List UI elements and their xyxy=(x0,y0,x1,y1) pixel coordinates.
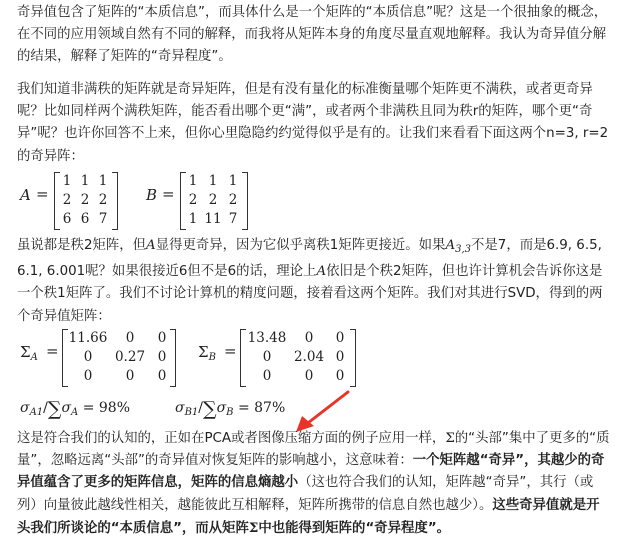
paragraph-question: 我们知道非满秩的矩阵就是奇异矩阵，但是有没有量化的标准衡量哪个矩阵更不满秩，或者更奇异呢？比如同样两个满秩矩阵，能否看出哪个更“满”，或者两个非满秩且同为秩r的矩阵，哪个更“奇异”呢？也许你回答不上来，但你心里隐隐约约觉得似乎是有的。让我们来看看下面这两个n=3, r=2的奇异阵： xyxy=(17,82,609,164)
bold-fragment: 中也能得到矩阵的“奇异程度”。 xyxy=(258,520,451,536)
matrix-a-cell: 2 xyxy=(62,192,72,208)
matrix-sigma-a-right-bracket xyxy=(170,329,176,387)
matrix-a-cell: 2 xyxy=(80,192,90,208)
sigma-symbol: Σ xyxy=(445,431,455,446)
matrix-sigma-b-equals: = xyxy=(224,342,237,360)
ratio-sub: B xyxy=(226,407,234,418)
matrix-b-cell: 1 xyxy=(188,211,198,227)
text-fragment: 不是7，而是6.9, 6.5, 6.1, 6.001呢？如果很接近6但不是6的话，理论上 xyxy=(17,238,602,280)
matrix-sigma-b-cell: 0 xyxy=(262,349,272,365)
matrix-sigma-a-cell: 0 xyxy=(125,368,135,384)
sigma-b-sub: B xyxy=(208,352,216,363)
matrix-sigma-a-cell: 0 xyxy=(83,368,93,384)
matrix-sigma-b-cell: 0 xyxy=(304,368,314,384)
matrix-b-right-bracket xyxy=(242,172,248,230)
text-fragment: 这是符合我们的认知的，正如在PCA或者图像压缩方面的例子应用一样， xyxy=(17,431,446,446)
matrix-a-cell: 2 xyxy=(98,192,108,208)
matrix-a-cell: 6 xyxy=(62,211,72,227)
matrix-b-cell: 2 xyxy=(208,192,218,208)
ratio-sigma: σ xyxy=(216,400,227,416)
matrix-sigma-b-cell: 0 xyxy=(304,330,314,346)
sum-symbol: ∑ xyxy=(203,398,217,420)
text-fragment: （这也符合我们的认知，矩阵越“奇异”，其行（或列）向量彼此越线性相关，越能彼此互相解释，矩阵所携带的信息自然也越少）。 xyxy=(17,475,594,513)
matrix-a-cell: 7 xyxy=(98,211,108,227)
matrix-sigma-b-label xyxy=(198,343,216,363)
bold-fragment: 这些奇异值就是开头我们所谈论的“本质信息”，而从矩阵 xyxy=(17,497,600,536)
matrix-b-cell: 1 xyxy=(228,173,238,189)
matrix-b-cell: 2 xyxy=(188,192,198,208)
matrix-sigma-a-cell: 0 xyxy=(157,349,167,365)
matrix-b-cell: 11 xyxy=(204,211,222,227)
text-fragment: 虽说都是秩2矩阵，但 xyxy=(17,238,147,253)
matrix-sigma-a-cell: 0 xyxy=(83,349,93,365)
symbol-a33-base: A xyxy=(445,238,456,253)
matrix-sigma-b-cell: 0 xyxy=(335,349,345,365)
ratio-a xyxy=(20,398,130,420)
sigma-symbol: Σ xyxy=(20,343,31,361)
matrix-sigma-b-right-bracket xyxy=(350,329,356,387)
matrix-sigma-a-equals: = xyxy=(46,342,59,360)
matrix-a-cell: 6 xyxy=(80,211,90,227)
ratio-sub: A1 xyxy=(29,407,44,418)
matrix-sigma-a-cell: 0 xyxy=(157,330,167,346)
matrix-b-cell: 2 xyxy=(228,192,238,208)
paragraph-conclusion xyxy=(17,428,611,540)
matrix-sigma-a-cell: 0.27 xyxy=(114,349,146,365)
matrix-sigma-a-label xyxy=(20,343,38,363)
matrix-a-right-bracket xyxy=(112,172,118,230)
matrix-sigma-b-cell: 0 xyxy=(335,330,345,346)
symbol-a: A xyxy=(146,238,156,253)
matrix-a-cell: 1 xyxy=(62,173,72,189)
bold-text: 一个矩阵越“奇异”，其越少的奇异值蕴含了更多的矩阵信息，矩阵的信息熵越小 xyxy=(17,453,605,491)
matrix-a-cell: 1 xyxy=(98,173,108,189)
symbol-a: A xyxy=(316,264,327,280)
ratio-slash: / xyxy=(198,400,203,416)
ratio-sub: B1 xyxy=(184,407,199,418)
paragraph-intro: 奇异值包含了矩阵的“本质信息”，而具体什么是一个矩阵的“本质信息”呢？这是一个很抽象的概念，在不同的应用领域自然有不同的解释，而我将从矩阵本身的角度尽量直观地解释。我认为奇异值分解的结果，解释了矩阵的“奇异程度”。 xyxy=(17,5,608,65)
ratio-sigma: σ xyxy=(175,400,185,416)
matrix-sigma-b-cell: 13.48 xyxy=(247,330,287,346)
ratio-slash: / xyxy=(43,400,48,416)
sigma-symbol: Σ xyxy=(198,343,209,361)
matrix-sigma-b-cell: 0 xyxy=(262,368,272,384)
matrix-sigma-a-cell: 11.66 xyxy=(68,330,108,346)
text-fragment: 依旧是个秩2矩阵，但也许计算机会告诉你这是一个秩1矩阵了。我们不讨论计算机的精度问题，接着看这两个矩阵。我们对其进行SVD，得到的两个奇异值矩阵： xyxy=(17,264,603,324)
matrix-sigma-b-cell: 2.04 xyxy=(293,349,325,365)
matrix-b-cell: 1 xyxy=(208,173,218,189)
symbol-a33 xyxy=(445,238,471,253)
matrix-sigma-b-cell: 0 xyxy=(335,368,345,384)
matrix-b-label: B xyxy=(146,186,158,204)
matrix-b-equals: = xyxy=(162,185,175,203)
text-fragment: 显得更奇异，因为它似乎离秩1矩阵更接近。如果 xyxy=(155,238,446,253)
matrix-a-grid xyxy=(58,172,112,229)
matrix-b-cell: 1 xyxy=(188,173,198,189)
ratio-sigma: σ xyxy=(20,400,30,416)
matrix-a-cell: 1 xyxy=(80,173,90,189)
symbol-a33-sub: 3,3 xyxy=(455,244,472,255)
ratio-sigma: σ xyxy=(61,400,72,416)
ratio-sub: A xyxy=(71,407,79,418)
matrix-a-label: A xyxy=(20,186,31,204)
sigma-symbol: Σ xyxy=(248,519,259,536)
sigma-a-sub: A xyxy=(30,352,38,363)
matrix-sigma-a-cell: 0 xyxy=(125,330,135,346)
matrix-b-cell: 7 xyxy=(228,211,238,227)
arrow-shaft xyxy=(304,392,348,426)
sum-symbol: ∑ xyxy=(47,398,62,420)
matrix-b-grid xyxy=(184,172,242,229)
ratio-value: = 98% xyxy=(78,400,130,416)
text-fragment: 的“头部”集中了更多的“质量”，忽略远离“头部”的奇异值对恢复矩阵的影响越小，这意味着： xyxy=(17,431,610,469)
ratio-b xyxy=(175,398,285,420)
matrix-sigma-a-cell: 0 xyxy=(157,368,167,384)
paragraph-comparison xyxy=(17,235,611,328)
matrix-sigma-a-grid xyxy=(66,329,174,386)
matrix-sigma-b-grid xyxy=(244,329,352,386)
matrix-a-equals: = xyxy=(36,185,49,203)
ratio-value: = 87% xyxy=(233,400,286,416)
